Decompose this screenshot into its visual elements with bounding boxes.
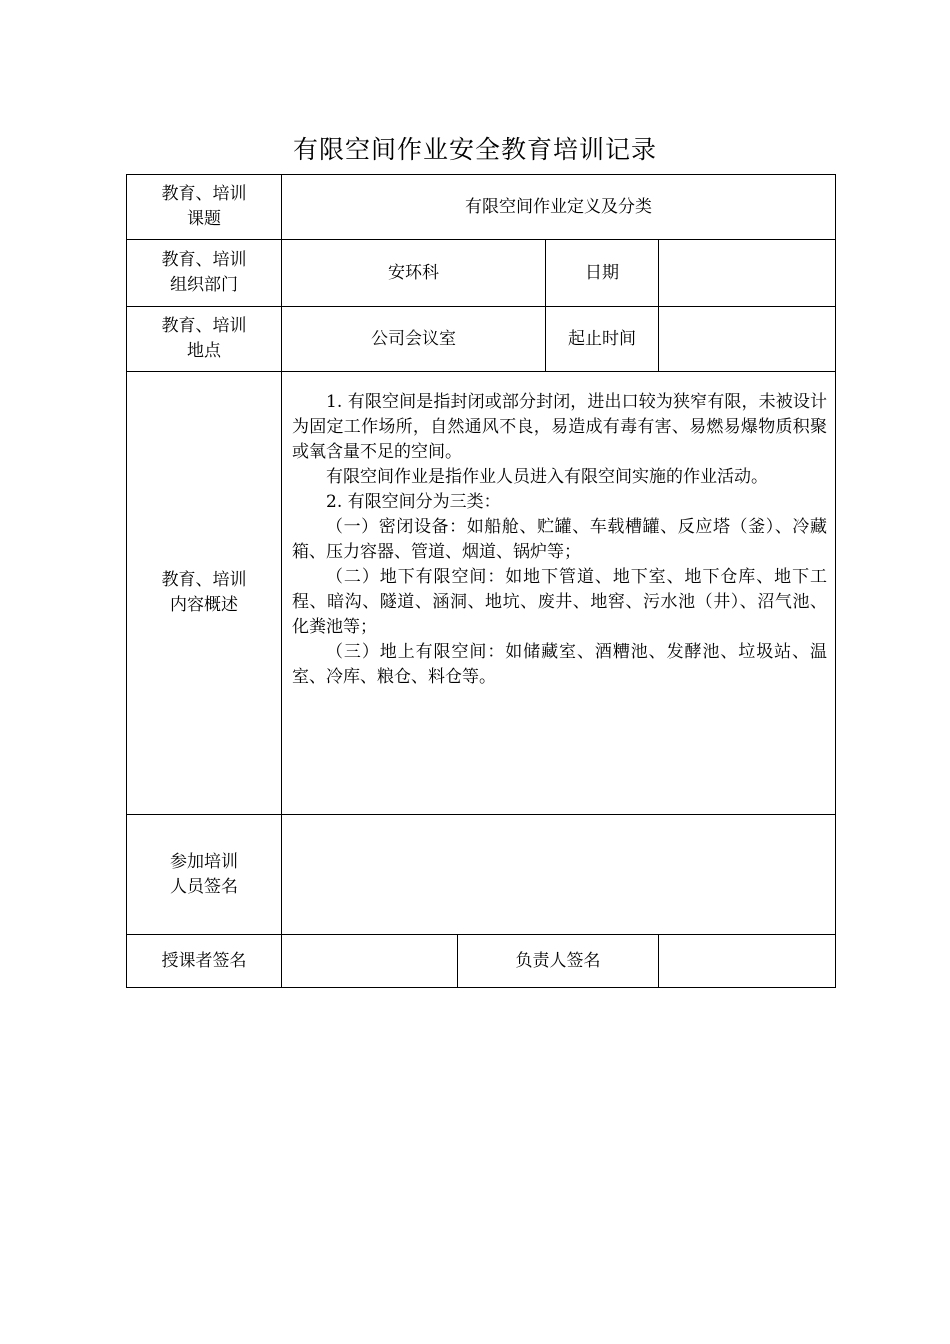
summary-label: 教育、培训 内容概述 (127, 372, 282, 815)
summary-paragraph: （三）地上有限空间：如储藏室、酒糟池、发酵池、垃圾站、温室、冷库、粮仓、料仓等。 (292, 642, 827, 687)
participants-row (127, 815, 836, 935)
summary-paragraph: 有限空间作业是指作业人员进入有限空间实施的作业活动。 (326, 467, 768, 487)
participants-signature-area[interactable] (282, 815, 836, 935)
date-value[interactable] (659, 240, 836, 307)
location-label: 教育、培训 地点 (127, 307, 282, 372)
department-value: 安环科 (282, 240, 546, 307)
topic-label: 教育、培训 课题 (127, 175, 282, 240)
summary-paragraph: （二）地下有限空间：如地下管道、地下室、地下仓库、地下工程、暗沟、隧道、涵洞、地坑、废井、地窖、污水池（井）、沼气池、化粪池等； (292, 567, 827, 637)
training-record-table (126, 174, 836, 988)
manager-signature-value[interactable] (659, 935, 836, 988)
lecturer-signature-label: 授课者签名 (127, 935, 282, 988)
location-value: 公司会议室 (282, 307, 546, 372)
location-row (127, 307, 836, 372)
summary-paragraph: 2. 有限空间分为三类： (326, 492, 501, 512)
lecturer-signature-value[interactable] (282, 935, 458, 988)
summary-paragraph: 1. 有限空间是指封闭或部分封闭，进出口较为狭窄有限，未被设计为固定工作场所，自然通风不良，易造成有毒有害、易燃易爆物质积聚或氧含量不足的空间。 (292, 392, 827, 462)
participants-label: 参加培训 人员签名 (127, 815, 282, 935)
topic-value: 有限空间作业定义及分类 (282, 175, 836, 240)
topic-row (127, 175, 836, 240)
manager-signature-label: 负责人签名 (458, 935, 659, 988)
summary-content (282, 372, 836, 815)
time-label: 起止时间 (546, 307, 659, 372)
summary-paragraph: （一）密闭设备：如船舱、贮罐、车载槽罐、反应塔（釜）、冷藏箱、压力容器、管道、烟道、锅炉等； (292, 517, 827, 562)
department-label: 教育、培训 组织部门 (127, 240, 282, 307)
date-label: 日期 (546, 240, 659, 307)
time-value[interactable] (659, 307, 836, 372)
document-title: 有限空间作业安全教育培训记录 (292, 135, 657, 164)
summary-row (127, 372, 836, 815)
department-row (127, 240, 836, 307)
signatures-row (127, 935, 836, 988)
